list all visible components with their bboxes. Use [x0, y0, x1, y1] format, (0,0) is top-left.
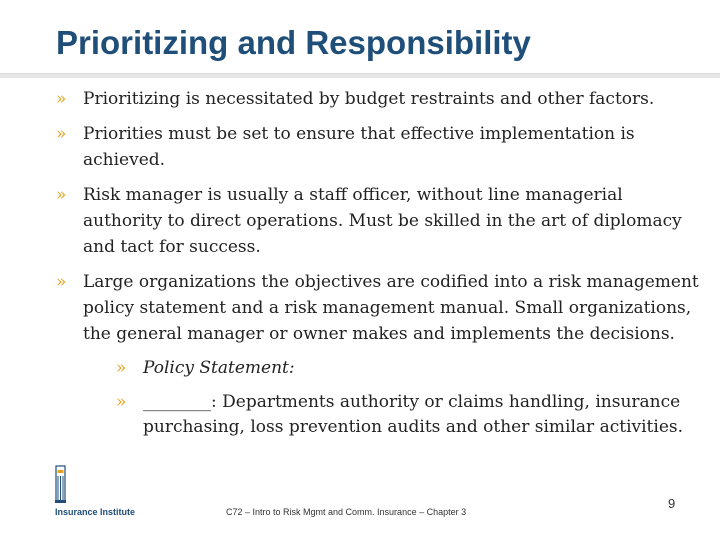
title-divider: [0, 73, 720, 78]
bullet-marker: »: [116, 358, 127, 378]
bullet-item: [56, 182, 706, 260]
bullet-item: [56, 269, 706, 347]
bullet-marker: »: [116, 392, 127, 412]
bullet-item: [56, 86, 706, 112]
slide-body: [56, 86, 706, 449]
bullet-marker: »: [56, 124, 67, 144]
departments-text: : Departments authority or claims handling, insurance purchasing, loss prevention audits and other similar activities.: [143, 392, 684, 437]
bullet-text: Large organizations the objectives are codified into a risk management policy statement and a risk management manual. Small organizations, the general manager or owner makes and implements the decisions.: [83, 272, 699, 344]
page-number: 9: [668, 496, 676, 511]
logo-label: Insurance Institute: [55, 507, 136, 517]
bullet-marker: »: [56, 185, 67, 205]
footer-text: C72 – Intro to Risk Mgmt and Comm. Insurance – Chapter 3: [226, 507, 467, 517]
bullet-marker: »: [56, 272, 67, 292]
sub-bullet-item: [56, 390, 706, 440]
bullet-item: [56, 121, 706, 173]
bullet-marker: »: [56, 89, 67, 109]
bullet-text: Priorities must be set to ensure that effective implementation is achieved.: [83, 124, 635, 170]
sub-bullet-item: [56, 356, 706, 381]
policy-statement-text: Policy Statement:: [143, 358, 295, 378]
bullet-text: Risk manager is usually a staff officer, without line managerial authority to direct operations. Must be skilled in the art of diplomacy and tact for success.: [83, 185, 682, 257]
fill-in-blank: ________: [143, 392, 211, 412]
bullet-text: Prioritizing is necessitated by budget restraints and other factors.: [83, 89, 655, 109]
slide-title: Prioritizing and Responsibility: [56, 24, 531, 61]
